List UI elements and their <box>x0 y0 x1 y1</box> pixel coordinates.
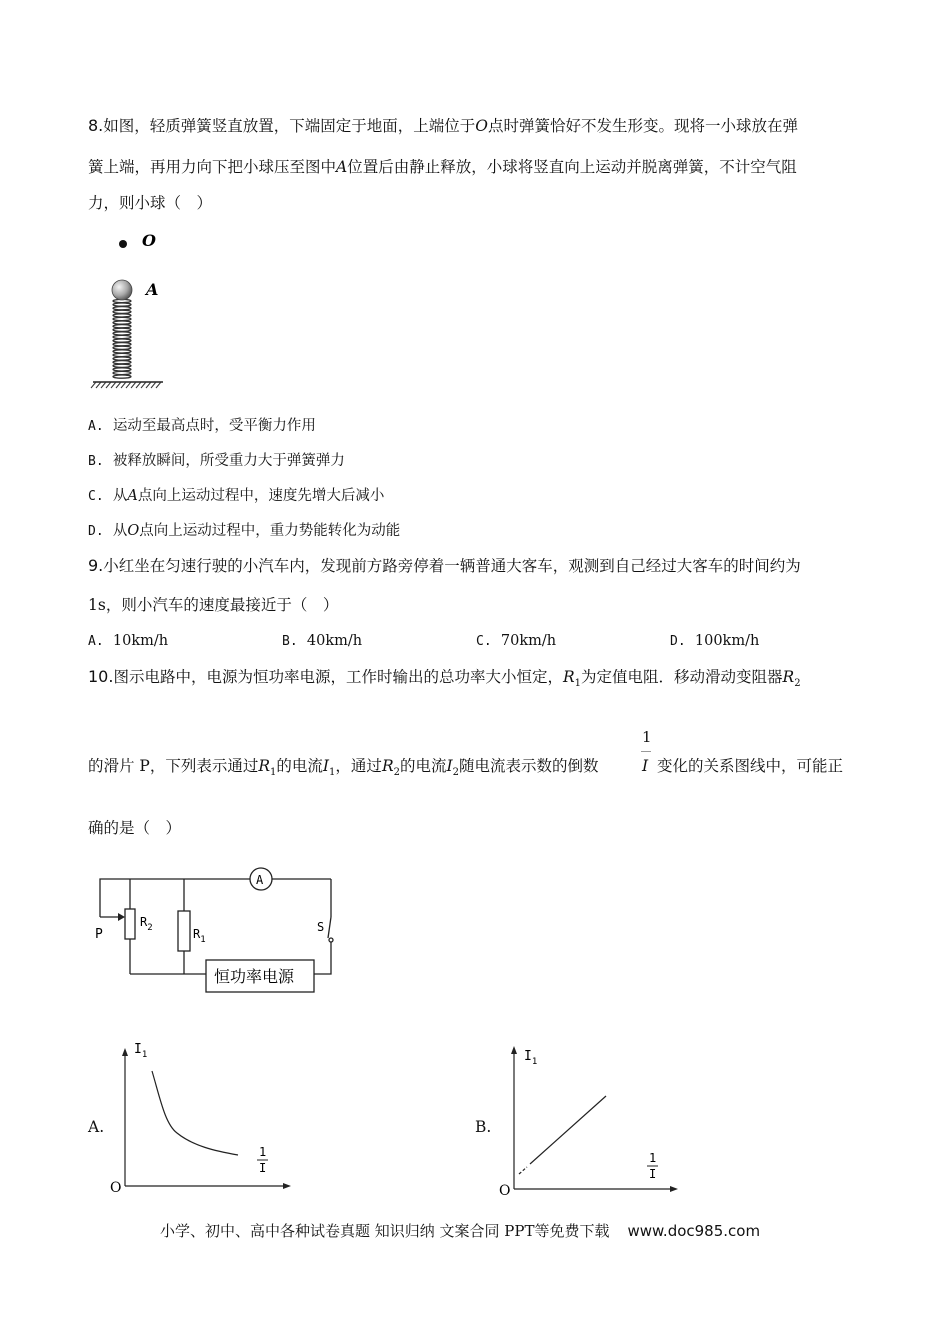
ammeter-label: A <box>256 873 264 887</box>
graph-b-origin: O <box>499 1183 511 1199</box>
q8-option-d[interactable]: D. 从O点向上运动过程中，重力势能转化为动能 <box>88 523 401 539</box>
ground-hatch-stroke <box>96 382 101 388</box>
ground-hatch-stroke <box>146 382 151 388</box>
page-footer <box>160 1220 760 1241</box>
p-label: P <box>95 927 103 942</box>
ground-hatch-stroke <box>131 382 136 388</box>
spring-coil <box>113 371 131 374</box>
spring-coils <box>113 299 131 378</box>
ground-hatch-stroke <box>136 382 141 388</box>
footer-url[interactable]: www.doc985.com <box>627 1222 761 1240</box>
q9-option-a[interactable]: A. 10km/h <box>88 633 169 649</box>
spring-coil <box>113 317 131 320</box>
spring-coil <box>113 364 131 367</box>
ground-hatch-stroke <box>151 382 156 388</box>
graph-b-line-dashed <box>519 1167 527 1174</box>
graph-b-line-solid <box>530 1096 606 1164</box>
graph-b-ylabel: $I_1$ <box>524 1049 538 1067</box>
graph-a-y-arrow <box>122 1048 128 1056</box>
spring-coil <box>113 346 131 349</box>
ball <box>112 280 132 300</box>
spring-coil <box>113 310 131 313</box>
ground-hatch-stroke <box>156 382 161 388</box>
graph-b-y-arrow <box>511 1046 517 1054</box>
q9-line1: 9.小红坐在匀速行驶的小汽车内，发现前方路旁停着一辆普通大客车，观测到自己经过大客车的时间约为 <box>88 556 801 575</box>
q8-line1: 8.如图，轻质弹簧竖直放置，下端固定于地面，上端位于O点时弹簧恰好不发生形变。现将一小球放在弹 <box>88 116 799 135</box>
spring-coil <box>113 328 131 331</box>
r1-resistor <box>178 911 190 951</box>
q8-option-a[interactable]: A. 运动至最高点时，受平衡力作用 <box>88 418 316 434</box>
q9-option-c[interactable]: C. 70km/h <box>476 633 557 649</box>
graph-b-x-arrow <box>670 1186 678 1192</box>
ground-hatch-stroke <box>106 382 111 388</box>
q8-line3: 力，则小球（ ） <box>88 194 213 212</box>
switch-contact <box>329 938 333 942</box>
q10-line2-end: 变化的关系图线中，可能正 <box>657 757 844 775</box>
footer-text: 小学、初中、高中各种试卷真题 知识归纳 文案合同 PPT等免费下载 <box>160 1222 610 1240</box>
switch-label: S <box>317 920 325 934</box>
graph-b <box>494 1040 684 1200</box>
spring-coil <box>113 339 131 342</box>
graph-a-curve <box>152 1071 238 1155</box>
graph-a-ylabel: $I_1$ <box>134 1042 148 1060</box>
ground-hatch-stroke <box>141 382 146 388</box>
ground-hatch-stroke <box>101 382 106 388</box>
slider-arrow <box>118 913 125 921</box>
graph-a-xlabel-den: I <box>259 1161 267 1175</box>
spring-coil <box>113 375 131 378</box>
label-o: O <box>142 231 156 250</box>
spring-coil <box>113 361 131 364</box>
graph-a-xlabel-num: 1 <box>259 1145 267 1159</box>
q8-option-b[interactable]: B. 被释放瞬间，所受重力大于弹簧弹力 <box>88 453 345 469</box>
q9-line2: 1s，则小汽车的速度最接近于（ ） <box>88 596 339 614</box>
wire-bottom-right <box>314 942 331 974</box>
spring-coil <box>113 353 131 356</box>
q8-line2: 簧上端，再用力向下把小球压至图中A位置后由静止释放，小球将竖直向上运动并脱离弹簧，不计空气阻 <box>88 158 797 176</box>
spring-coil <box>113 368 131 371</box>
ground-hatch <box>91 382 161 388</box>
spring-coil <box>113 321 131 324</box>
spring-coil <box>113 335 131 338</box>
q10-line1: 10.图示电路中，电源为恒功率电源，工作时输出的总功率大小恒定，$R_1$为定值电阻．移动滑动变阻器$R_2$ <box>88 667 801 690</box>
point-o-dot <box>119 240 127 248</box>
graph-b-xlabel-num: 1 <box>649 1151 657 1165</box>
r2-resistor <box>125 909 135 939</box>
wire-top <box>100 879 250 917</box>
q9-option-d[interactable]: D. 100km/h <box>670 633 760 649</box>
circuit-diagram <box>90 862 340 997</box>
graph-a-x-arrow <box>283 1183 291 1189</box>
q10-number: 10. <box>88 667 114 686</box>
ground-hatch-stroke <box>121 382 126 388</box>
ground-hatch-stroke <box>116 382 121 388</box>
q10-frac-bar <box>641 751 651 752</box>
ground-hatch-stroke <box>91 382 96 388</box>
graph-a <box>105 1040 295 1195</box>
graph-b-option-key[interactable]: B. <box>475 1118 492 1136</box>
q9-option-b[interactable]: B. 40km/h <box>282 633 363 649</box>
spring-coil <box>113 332 131 335</box>
q10-line2: 的滑片 P，下列表示通过$R_1$的电流$I_1$，通过$R_2$的电流$I_2$随电流表示数的倒数 <box>88 757 599 779</box>
spring-coil <box>113 357 131 360</box>
q10-frac-num: 1 <box>642 728 652 746</box>
ground-hatch-stroke <box>126 382 131 388</box>
switch-blade <box>328 917 331 938</box>
q10-line3: 确的是（ ） <box>88 819 182 837</box>
spring-coil <box>113 307 131 310</box>
spring-coil <box>113 314 131 317</box>
q10-frac-den: I <box>642 757 649 775</box>
graph-b-xlabel-den: I <box>649 1167 657 1181</box>
graph-a-origin: O <box>110 1180 122 1196</box>
power-source-label: 恒功率电源 <box>214 967 295 986</box>
graph-a-option-key[interactable]: A. <box>88 1118 105 1136</box>
q9-number: 9. <box>88 556 104 575</box>
spring-coil <box>113 303 131 306</box>
spring-coil <box>113 325 131 328</box>
q8-number: 8. <box>88 116 104 135</box>
spring-coil <box>113 350 131 353</box>
q8-option-c[interactable]: C. 从A点向上运动过程中，速度先增大后减小 <box>88 488 385 504</box>
ground-hatch-stroke <box>111 382 116 388</box>
spring-figure <box>90 228 170 393</box>
spring-coil <box>113 343 131 346</box>
label-a: A <box>146 280 159 299</box>
r2-label: $R_2$ <box>140 915 153 933</box>
r1-label: $R_1$ <box>193 927 206 945</box>
